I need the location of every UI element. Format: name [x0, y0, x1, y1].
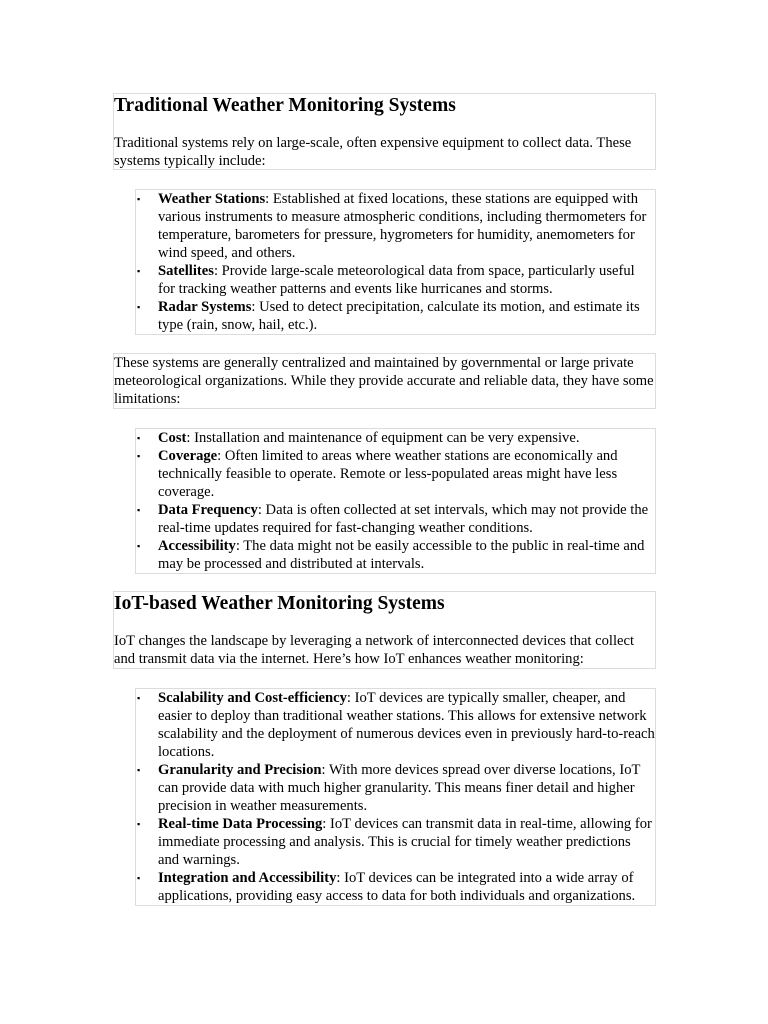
list-item-text: : IoT devices are typically smaller, cheaper, and easier to deploy than traditional weather stations. This allows for extensive network scalability and the deployment of numerous devices even in previously hard-to-reach locations. [158, 690, 655, 760]
section1-list [136, 190, 655, 334]
section1-intro: Traditional systems rely on large-scale, often expensive equipment to collect data. These systems typically include: [114, 135, 632, 169]
section1-heading: Traditional Weather Monitoring Systems [114, 95, 456, 116]
list-item-text: : Often limited to areas where weather stations are economically and technically feasible to operate. Remote or less-populated areas might have less coverage. [158, 448, 618, 500]
bullet-icon: ▪ [137, 693, 141, 703]
bullet-icon: ▪ [137, 819, 141, 829]
bullet-icon: ▪ [137, 194, 141, 204]
list-item-term: Real-time Data Processing [158, 816, 323, 832]
list-item-term: Cost [158, 430, 187, 446]
bullet-icon: ▪ [137, 873, 141, 883]
section1-limits-list [136, 429, 655, 573]
bullet-icon: ▪ [137, 765, 141, 775]
section1-list-box [135, 189, 656, 335]
list-item-text: : Used to detect precipitation, calculate its motion, and estimate its type (rain, snow, hail, etc.). [158, 299, 640, 333]
list-item-term: Scalability and Cost-efficiency [158, 690, 347, 706]
list-item [137, 815, 655, 869]
list-item-term: Weather Stations [158, 191, 266, 207]
list-item [137, 429, 655, 447]
bullet-icon: ▪ [137, 266, 141, 276]
bullet-icon: ▪ [137, 451, 141, 461]
section1-para2: These systems are generally centralized and maintained by governmental or large private meteorological organizations. While they provide accurate and reliable data, they have some limitations: [114, 355, 654, 407]
section1-para2-block [113, 353, 656, 409]
list-item [137, 869, 655, 905]
list-item-text: : IoT devices can transmit data in real-time, allowing for immediate processing and analysis. This is crucial for timely weather predictions and warnings. [158, 816, 652, 868]
bullet-icon: ▪ [137, 541, 141, 551]
list-item-text: : With more devices spread over diverse locations, IoT can provide data with much higher granularity. This means finer detail and higher precision in weather measurements. [158, 762, 641, 814]
list-item-text: : IoT devices can be integrated into a wide array of applications, providing easy access to data for both individuals and organizations. [158, 870, 636, 904]
section2-intro: IoT changes the landscape by leveraging a network of interconnected devices that collect and transmit data via the internet. Here’s how IoT enhances weather monitoring: [114, 633, 635, 667]
list-item [137, 298, 655, 334]
list-item-text: : Installation and maintenance of equipment can be very expensive. [186, 430, 580, 446]
list-item-term: Satellites [158, 263, 214, 279]
list-item-term: Coverage [158, 448, 218, 464]
list-item-term: Integration and Accessibility [158, 870, 337, 886]
bullet-icon: ▪ [137, 302, 141, 312]
list-item [137, 761, 655, 815]
list-item-text: : Data is often collected at set intervals, which may not provide the real-time updates required for fast-changing weather conditions. [158, 502, 649, 536]
list-item-term: Granularity and Precision [158, 762, 322, 778]
list-item [137, 447, 655, 501]
list-item-term: Radar Systems [158, 299, 252, 315]
bullet-icon: ▪ [137, 505, 141, 515]
bullet-icon: ▪ [137, 433, 141, 443]
list-item-text: : Established at fixed locations, these stations are equipped with various instruments to measure atmospheric conditions, including thermometers for temperature, barometers for pressure, hygrometers for humidity, anemometers for wind speed, and others. [158, 191, 647, 261]
document-body [113, 93, 656, 906]
section2-heading: IoT-based Weather Monitoring Systems [114, 593, 445, 614]
list-item-term: Data Frequency [158, 502, 258, 518]
section2-list [136, 689, 655, 905]
list-item [137, 689, 655, 761]
list-item [137, 190, 655, 262]
list-item-term: Accessibility [158, 538, 236, 554]
section1-block [113, 93, 656, 170]
section1-limits-box [135, 428, 656, 574]
list-item [137, 501, 655, 537]
list-item [137, 262, 655, 298]
list-item-text: : Provide large-scale meteorological data from space, particularly useful for tracking weather patterns and events like hurricanes and storms. [158, 263, 635, 297]
section2-list-box [135, 688, 656, 906]
list-item [137, 537, 655, 573]
section2-block [113, 591, 656, 669]
list-item-text: : The data might not be easily accessible to the public in real-time and may be processed and distributed at intervals. [158, 538, 645, 572]
